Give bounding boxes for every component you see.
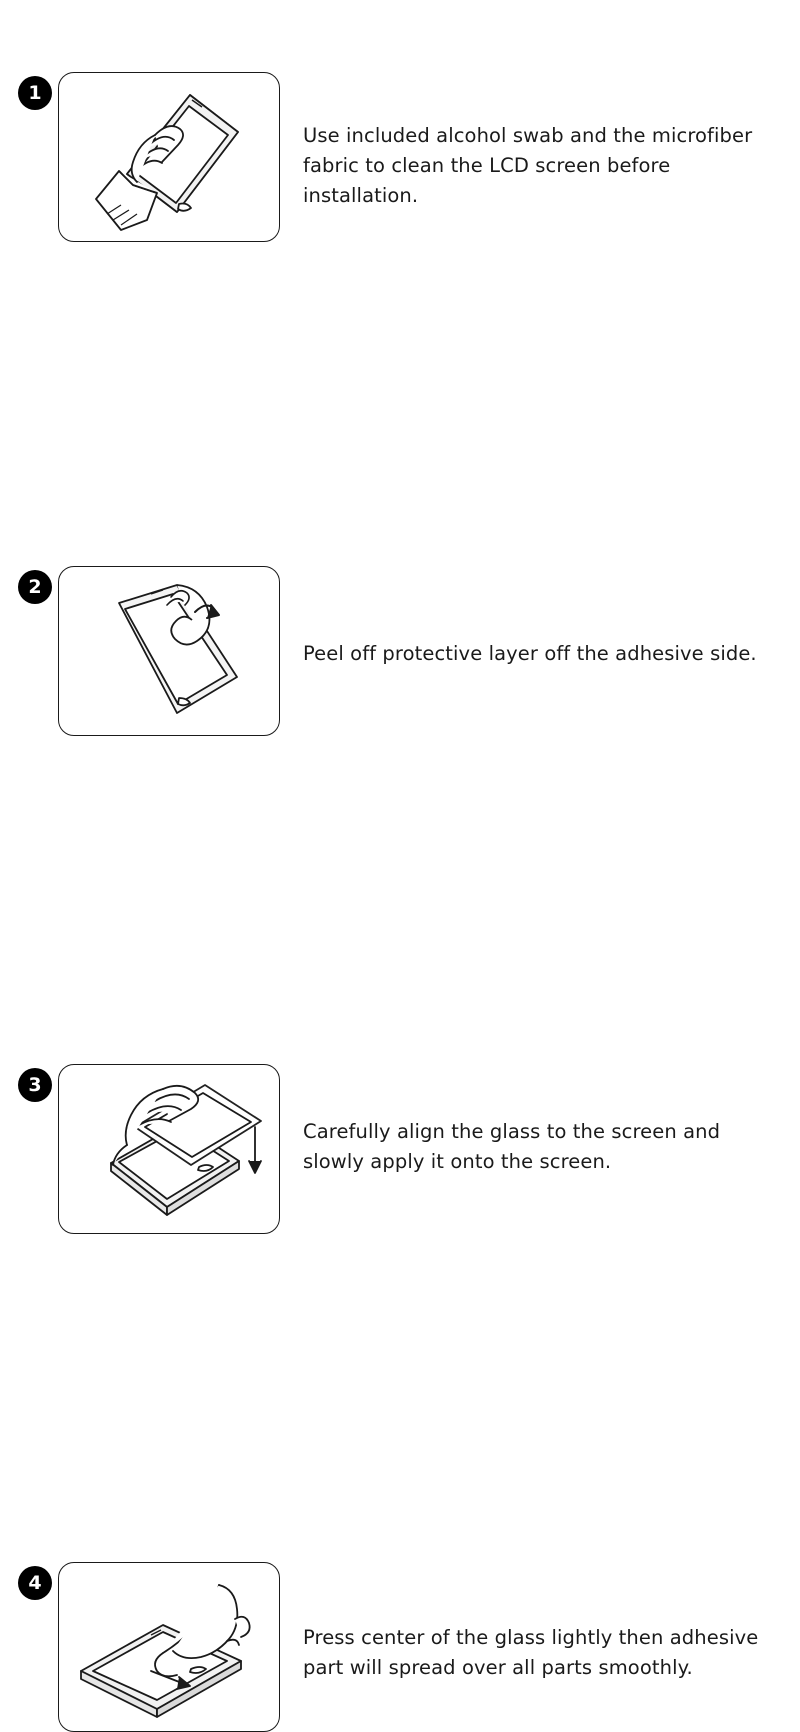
instruction-step-1: [0, 0, 800, 250]
step-description-4: Press center of the glass lightly then adhesive part will spread over all parts smoothly.: [303, 1626, 759, 1680]
step-number-badge-4: 4: [18, 1566, 52, 1600]
phone-with-cleaning-cloth-illustration: [58, 72, 280, 242]
step-number-badge-3: 3: [18, 1068, 52, 1102]
step-description-1: Use included alcohol swab and the microfiber fabric to clean the LCD screen before installation.: [303, 124, 753, 208]
step-number-badge-1: 1: [18, 76, 52, 110]
step-description-3: Carefully align the glass to the screen and slowly apply it onto the screen.: [303, 1120, 721, 1174]
pressing-center-of-glass-illustration: [58, 1562, 280, 1732]
instruction-step-3: [0, 500, 800, 1174]
step-description-2: Peel off protective layer off the adhesive side.: [303, 642, 757, 665]
step-number-badge-2: 2: [18, 570, 52, 604]
aligning-glass-over-phone-illustration: [58, 1064, 280, 1234]
instruction-step-2: [0, 250, 800, 665]
